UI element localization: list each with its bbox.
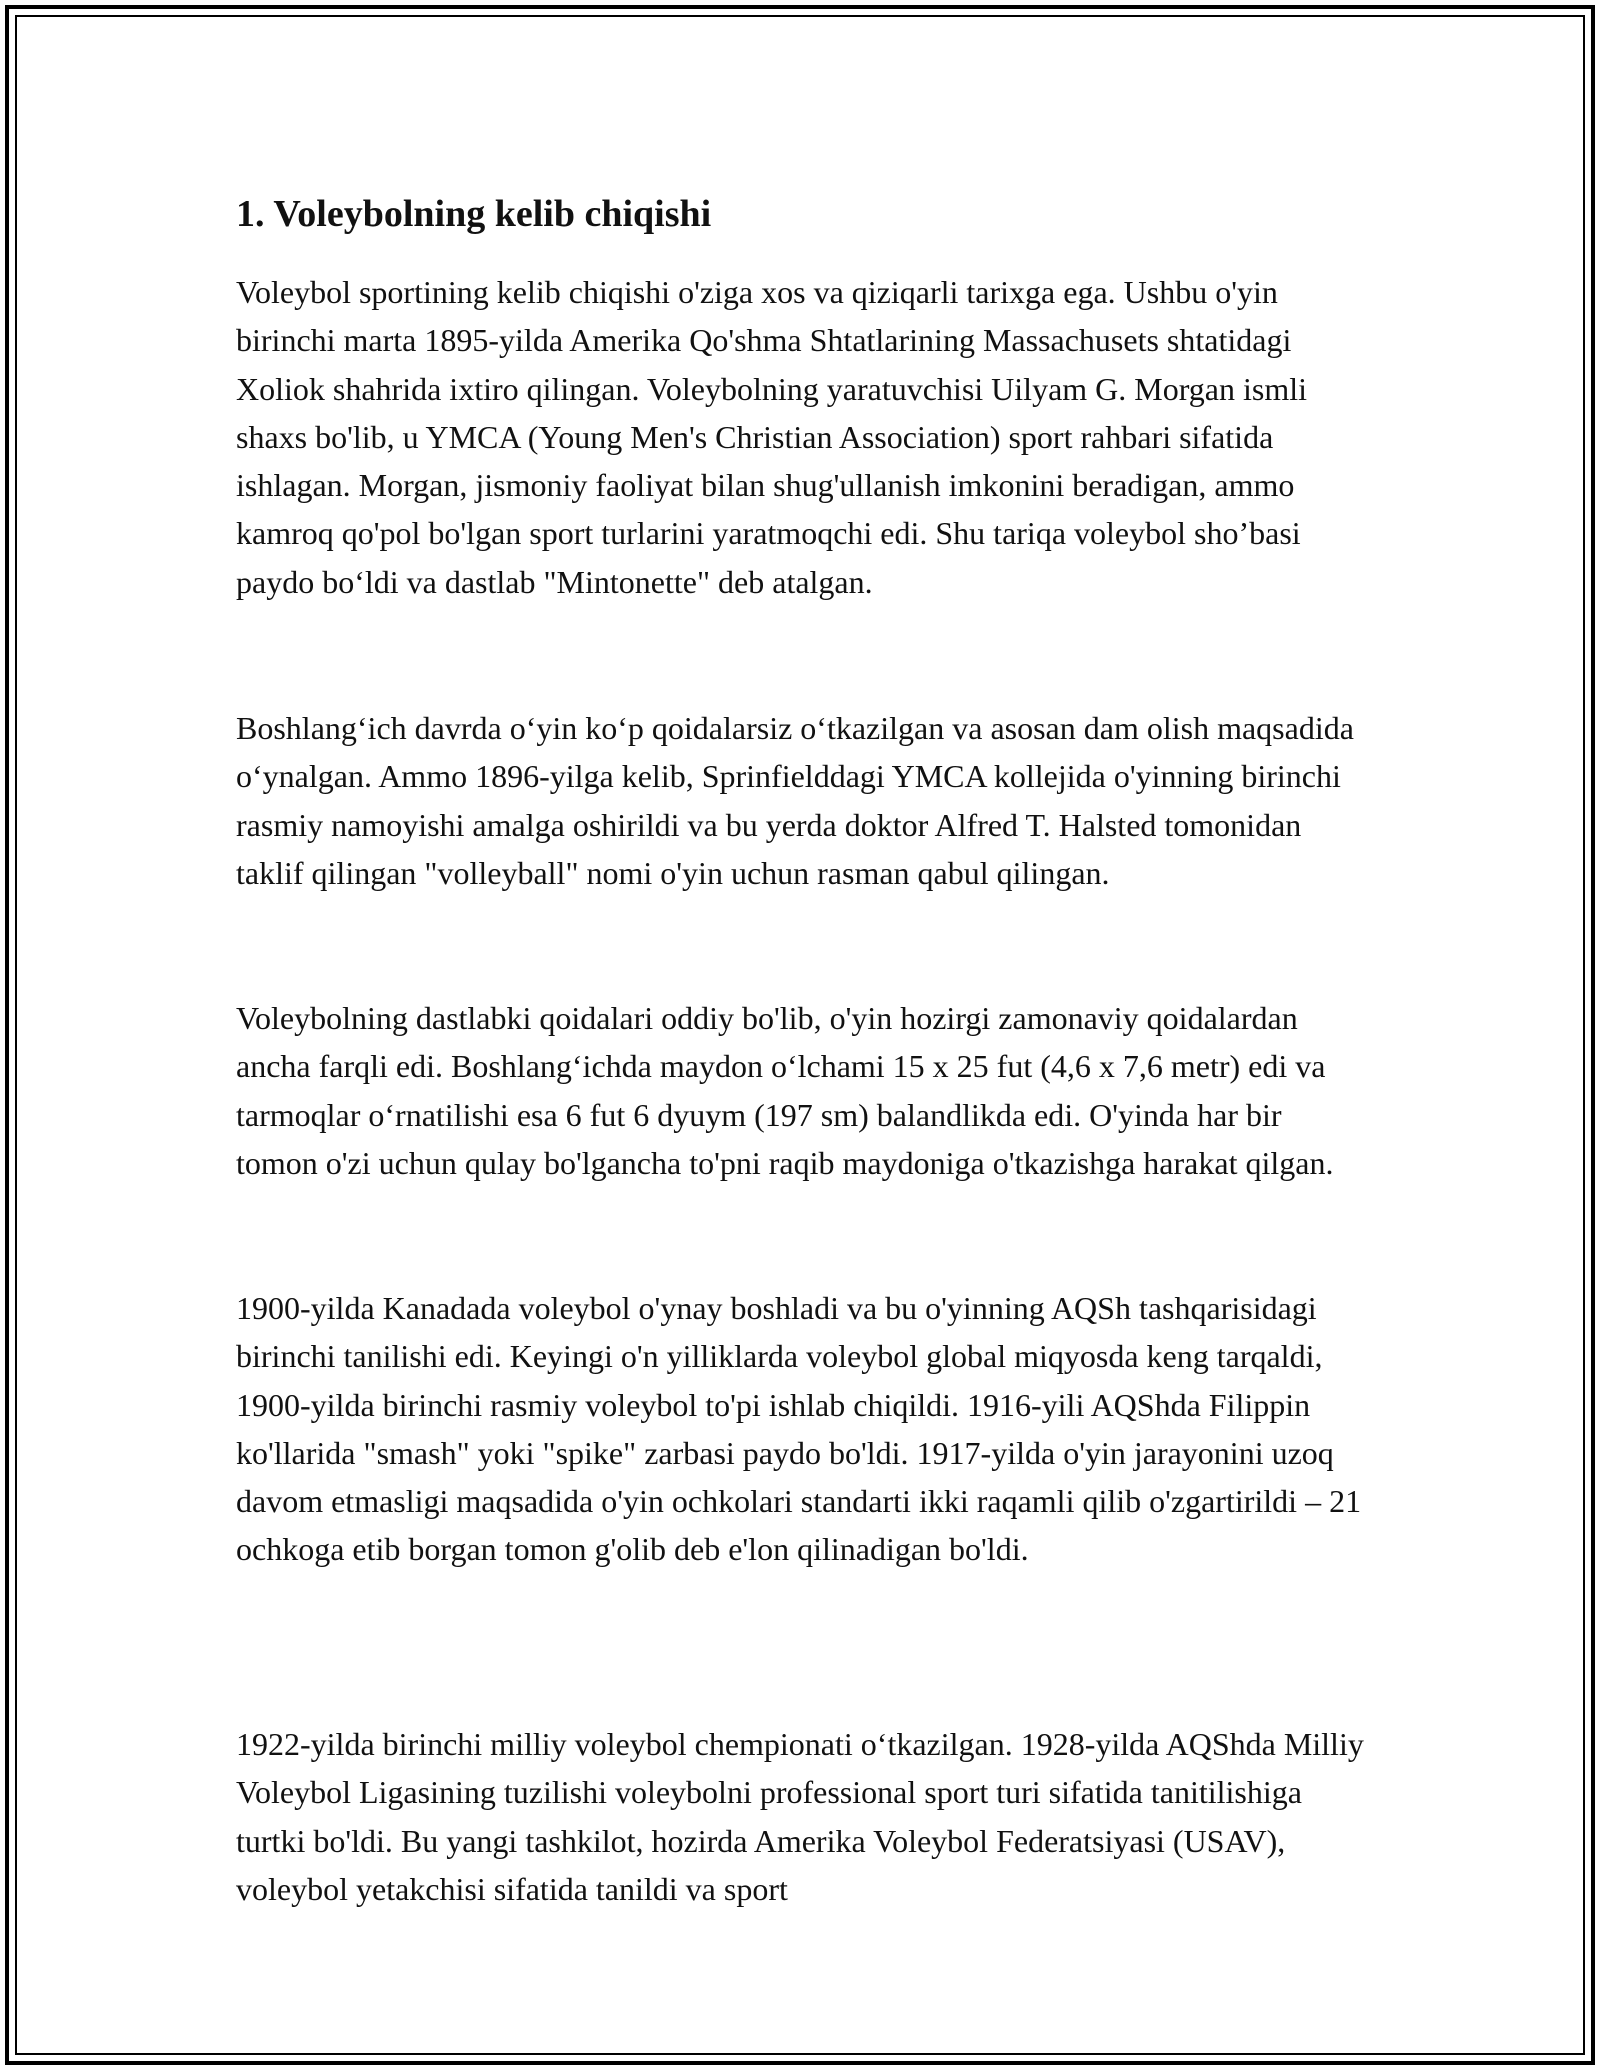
paragraph-5: 1922-yilda birinchi milliy voleybol chempionati o‘tkazilgan. 1928-yilda AQShda Milliy Voleybol Ligasining tuzilishi voleybolni professional sport turi sifatida tanitilishiga turtki bo'ldi. Bu yangi tashkilot, hozirda Amerika Voleybol Federatsiyasi (USAV), voleybol yetakchisi sifatida tanildi va sport (236, 1726, 1364, 1907)
document-body (236, 186, 1366, 1907)
paragraph-2: Boshlang‘ich davrda o‘yin ko‘p qoidalarsiz o‘tkazilgan va asosan dam olish maqsadida o‘ynalgan. Ammo 1896-yilga kelib, Sprinfielddagi YMCA kollejida o'yinning birinchi rasmiy namoyishi amalga oshirildi va bu yerda doktor Alfred T. Halsted tomonidan taklif qilingan "volleyball" nomi o'yin uchun rasman qabul qilingan. (236, 710, 1354, 891)
paragraph-3: Voleybolning dastlabki qoidalari oddiy bo'lib, o'yin hozirgi zamonaviy qoidalardan ancha farqli edi. Boshlang‘ichda maydon o‘lchami 15 x 25 fut (4,6 x 7,6 metr) edi va tarmoqlar o‘rnatilishi esa 6 fut 6 dyuym (197 sm) balandlikda edi. O'yinda har bir tomon o'zi uchun qulay bo'lgancha to'pni raqib maydoniga o'tkazishga harakat qilgan. (236, 1000, 1334, 1181)
section-heading: 1. Voleybolning kelib chiqishi (236, 193, 712, 235)
paragraph-1: Voleybol sportining kelib chiqishi o'ziga xos va qiziqarli tarixga ega. Ushbu o'yin birinchi marta 1895-yilda Amerika Qo'shma Shtatlarining Massachusets shtatidagi Xoliok shahrida ixtiro qilingan. Voleybolning yaratuvchisi Uilyam G. Morgan ismli shaxs bo'lib, u YMCA (Young Men's Christian Association) sport rahbari sifatida ishlagan. Morgan, jismoniy faoliyat bilan shug'ullanish imkonini beradigan, ammo kamroq qo'pol bo'lgan sport turlarini yaratmoqchi edi. Shu tariqa voleybol sho’basi paydo bo‘ldi va dastlab "Mintonette" deb atalgan. (236, 274, 1308, 600)
paragraph-4: 1900-yilda Kanadada voleybol o'ynay boshladi va bu o'yinning AQSh tashqarisidagi birinchi tanilishi edi. Keyingi o'n yilliklarda voleybol global miqyosda keng tarqaldi, 1900-yilda birinchi rasmiy voleybol to'pi ishlab chiqildi. 1916-yili AQShda Filippin ko'llarida "smash" yoki "spike" zarbasi paydo bo'ldi. 1917-yilda o'yin jarayonini uzoq davom etmasligi maqsadida o'yin ochkolari standarti ikki raqamli qilib o'zgartirildi – 21 ochkoga etib borgan tomon g'olib deb e'lon qilinadigan bo'ldi. (236, 1290, 1362, 1568)
